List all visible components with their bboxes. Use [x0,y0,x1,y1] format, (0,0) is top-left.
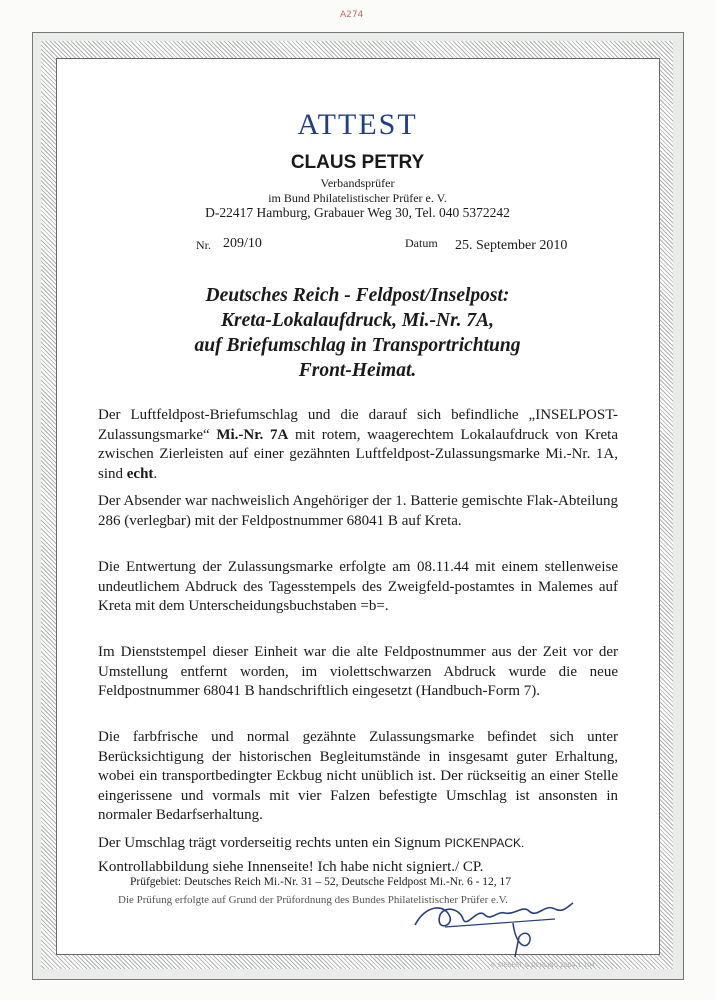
issuer-association: im Bund Philatelistischer Prüfer e. V. [268,191,447,205]
scope-line: Prüfgebiet: Deutsches Reich Mi.-Nr. 31 – 52, Deutsche Feldpost Mi.-Nr. 6 - 12, 17 [130,876,512,888]
date-label: Datum [405,236,438,250]
paragraph-7: Kontrollabbildung siehe Innenseite! Ich habe nicht signiert./ CP. [98,859,484,875]
document-title: ATTEST [297,108,418,141]
issuer-role: Verbandsprüfer [320,176,395,190]
handwritten-signature [405,885,580,965]
subject-heading-4: Front-Heimat. [298,360,417,381]
printer-imprint: © SIEBERT & DEHLING 2004-1 104 [490,962,595,969]
paragraph-4: Im Dienststempel dieser Einheit war die alte Feldpostnummer aus der Zeit vor der Umstellung entfernt worden, im violettschwarzen Abdruck wurde die neue Feldpostnummer 68041 B handschriftlich eingesetzt (Handbuch-Form 7). [98,644,618,699]
issuer-address: D-22417 Hamburg, Grabauer Weg 30, Tel. 040 5372242 [205,205,510,220]
regulation-line: Die Prüfung erfolgte auf Grund der Prüfordnung des Bundes Philatelistischer Prüfer e.V. [118,894,508,906]
subject-heading-2: Kreta-Lokalaufdruck, Mi.-Nr. 7A, [220,310,495,331]
subject-heading-1: Deutsches Reich - Feldpost/Inselpost: [205,285,510,306]
date-value: 25. September 2010 [455,238,568,253]
number-value: 209/10 [223,236,262,251]
number-label: Nr. [196,238,211,252]
issuer-name: CLAUS PETRY [290,152,425,173]
paragraph-6: Der Umschlag trägt vorderseitig rechts unten ein Signum PICKENPACK. [98,835,525,851]
paragraph-5: Die farbfrische und normal gezähnte Zulassungsmarke befindet sich unter Berücksichtigung der historischen Begleitumstände in insgesamt guter Erhaltung, wobei ein transportbedingter Eckbug nicht unüblich ist. Der rückseitig an einer Stelle eingerissene und vormals mit vier Falzen befestigte Umschlag ist ansonsten in normaler Bedarfserhaltung. [98,729,618,823]
pencil-note: A274 [340,10,364,20]
subject-heading-3: auf Briefumschlag in Transportrichtung [194,335,521,356]
paragraph-1: Der Luftfeldpost-Briefumschlag und die darauf sich befindliche „INSELPOST-Zulassungsmarke“ Mi.-Nr. 7A mit rotem, waagerechtem Lokalaufdruck von Kreta zwischen Zierleisten auf einer gezähnten Luftfeldpost-Zulassungsmarke Mi.-Nr. 1A, sind echt. [98,407,618,482]
paragraph-2: Der Absender war nachweislich Angehöriger der 1. Batterie gemischte Flak-Abteilung 286 (verlegbar) mit der Feldpostnummer 68041 B auf Kreta. [98,493,618,529]
paragraph-3: Die Entwertung der Zulassungsmarke erfolgte am 08.11.44 mit einem stellenweise undeutlichem Abdruck des Tagesstempels des Zweigfeld-postamtes in Malemes auf Kreta mit dem Unterscheidungsbuchstaben =b=. [98,559,618,614]
